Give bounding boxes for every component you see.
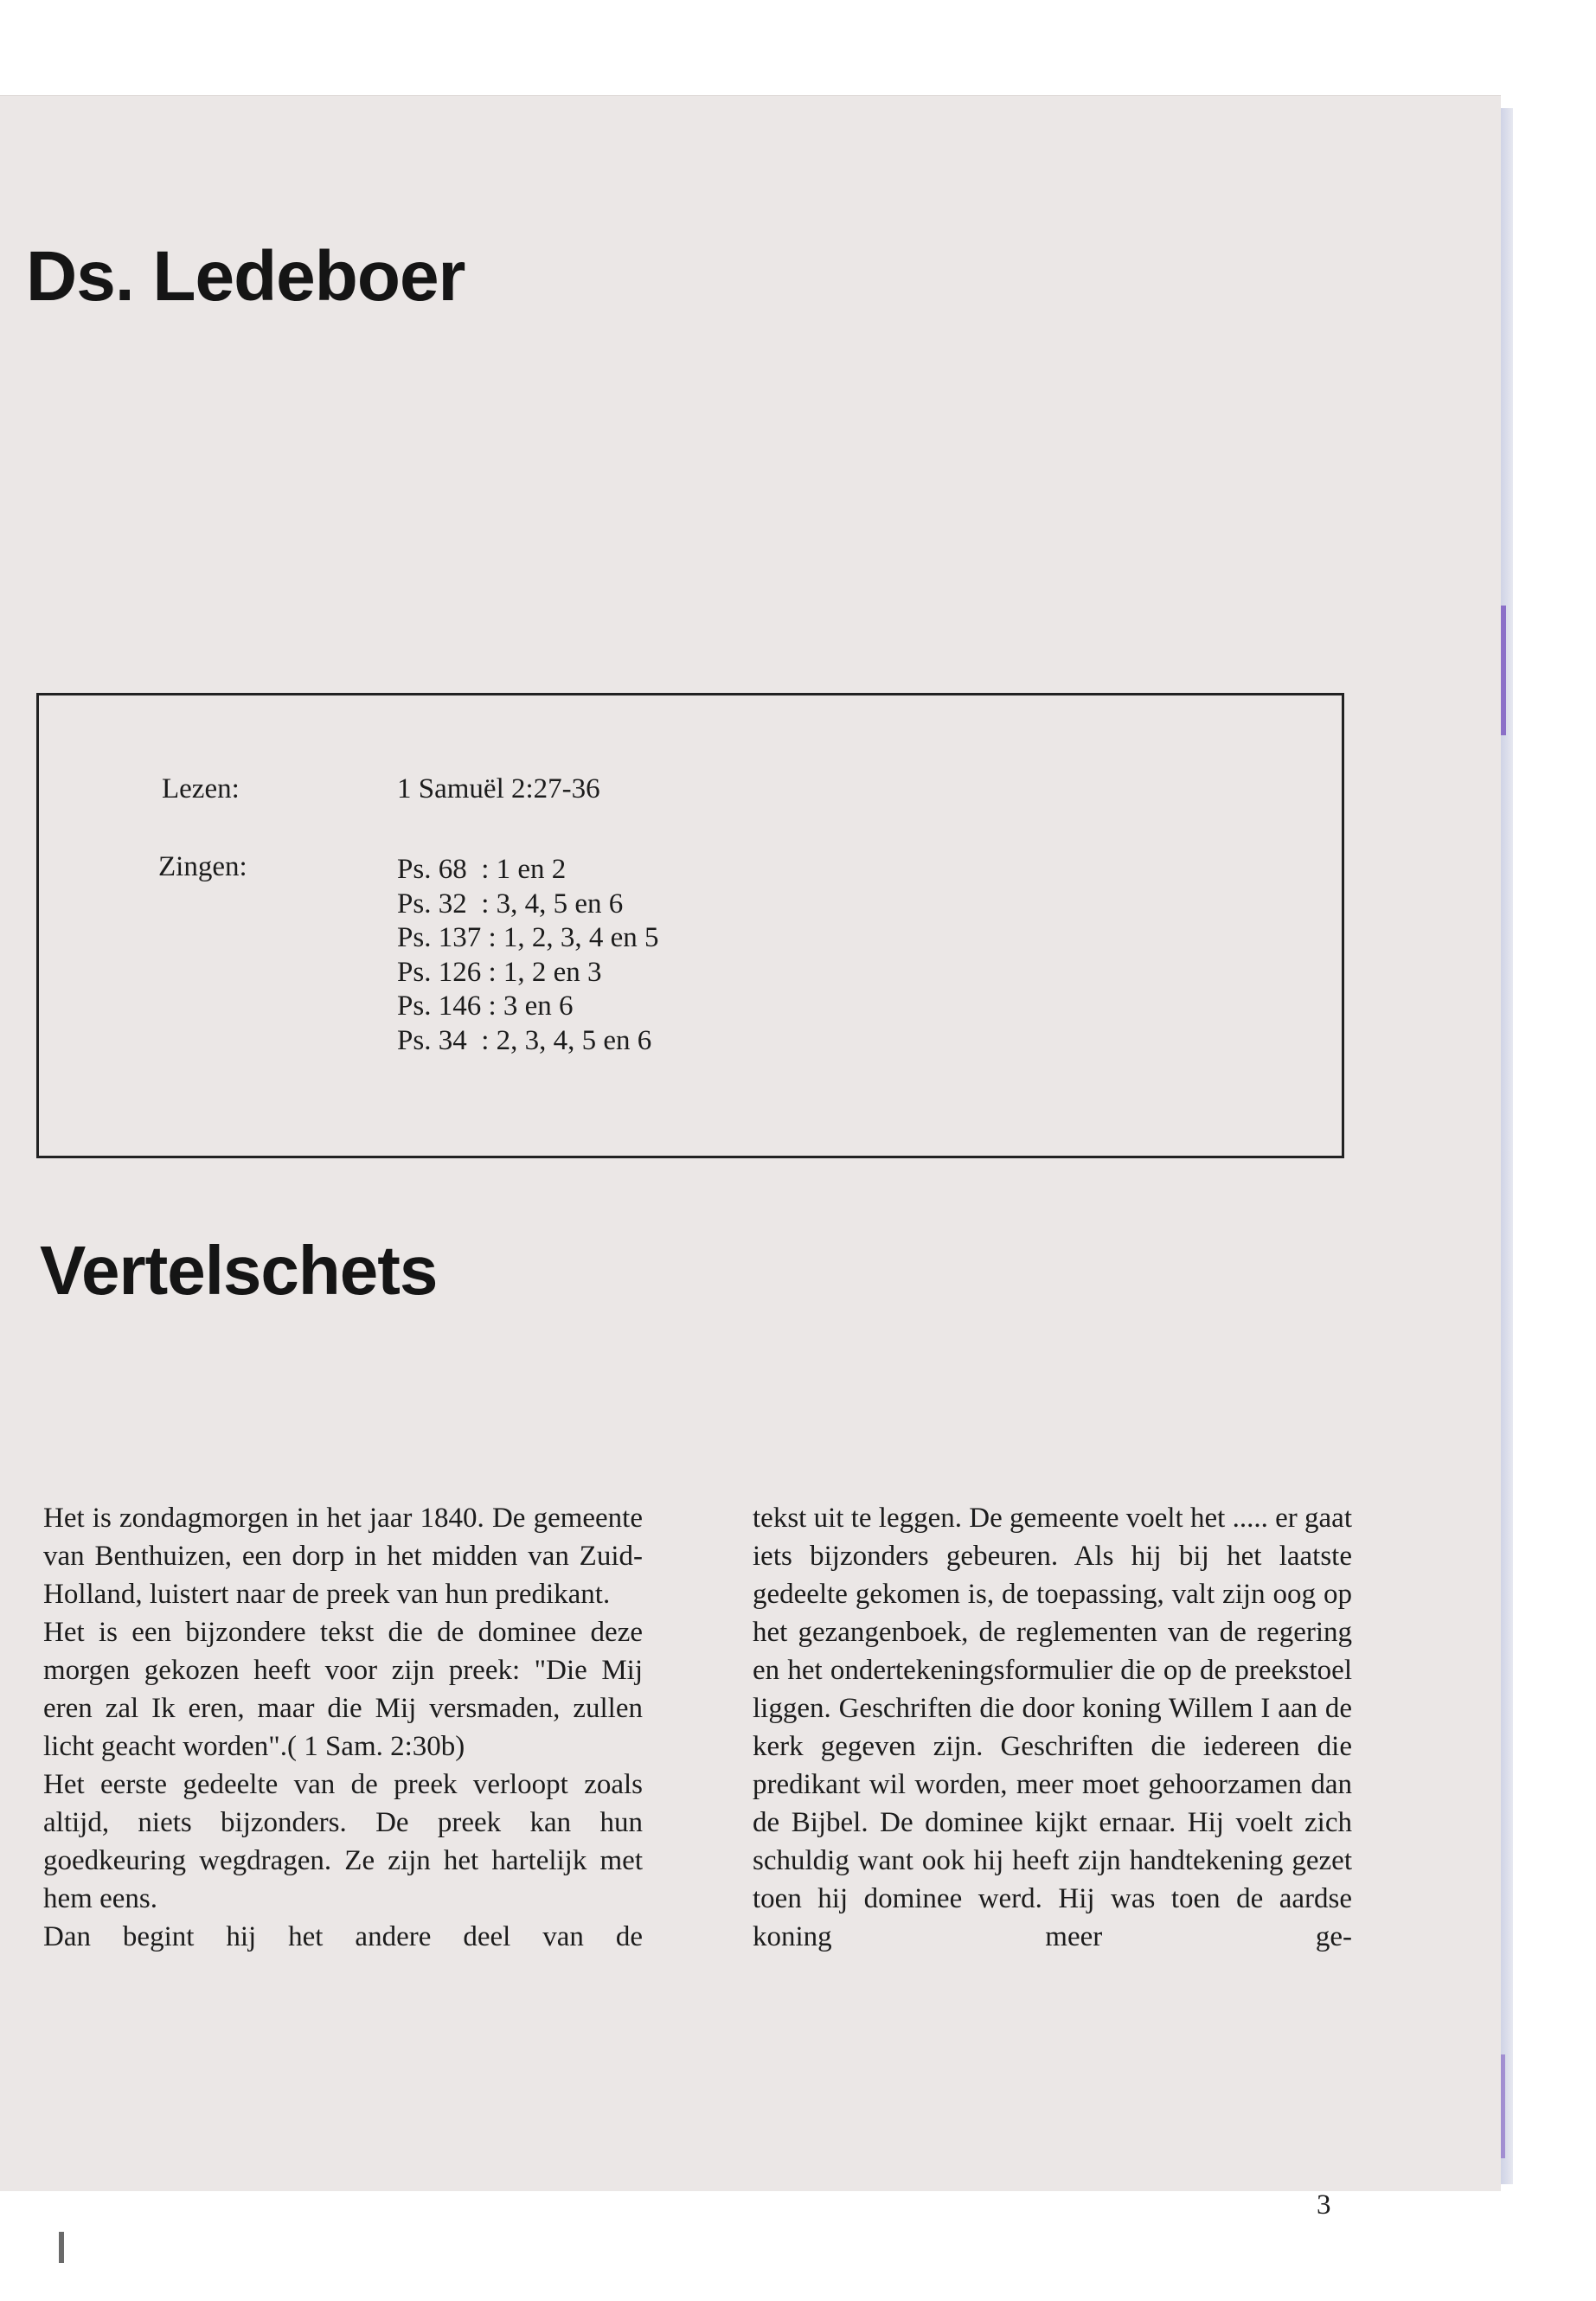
edge-mark <box>1501 606 1506 735</box>
article-column-left <box>43 1499 643 1956</box>
reading-text: 1 Samuël 2:27-36 <box>397 773 600 804</box>
psalm-item: Ps. 137 : 1, 2, 3, 4 en 5 <box>397 922 659 953</box>
section-title: Vertelschets <box>40 1232 438 1309</box>
psalm-item: Ps. 34 : 2, 3, 4, 5 en 6 <box>397 1024 652 1056</box>
psalm-item: Ps. 32 : 3, 4, 5 en 6 <box>397 888 624 920</box>
page-number: 3 <box>1317 2189 1331 2221</box>
singing-label: Zingen: <box>158 851 247 882</box>
article-paragraph: Het is een bijzondere tekst die de dominee deze morgen gekozen heeft voor zijn preek: "Die Mij eren zal Ik eren, maar die Mij versmaden, zullen licht geacht worden".( 1 Sam. 2:30b) <box>43 1617 643 1762</box>
page-heading: Ds. Ledeboer <box>26 237 465 316</box>
magazine-page <box>0 95 1501 2221</box>
psalm-item: Ps. 68 : 1 en 2 <box>397 854 567 885</box>
article-column-right <box>753 1499 1352 1956</box>
psalm-item: Ps. 146 : 3 en 6 <box>397 990 574 1022</box>
scan-mark <box>59 2232 64 2263</box>
article-paragraph: Het is zondagmorgen in het jaar 1840. De gemeente van Benthuizen, een dorp in het midden van Zuid-Holland, luistert naar de preek van hun predikant. <box>43 1503 643 1610</box>
article-paragraph: Dan begint hij het andere deel van de <box>43 1921 643 1952</box>
psalm-item: Ps. 126 : 1, 2 en 3 <box>397 956 602 988</box>
article-paragraph: tekst uit te leggen. De gemeente voelt het ..... er gaat iets bijzonders gebeuren. Als hij bij het laatste gedeelte gekomen is, de toepassing, valt zijn oog op het gezangenboek, de reglementen van de regering en het ondertekeningsformulier die op de preekstoel liggen. Geschriften die door koning Willem I aan de kerk gegeven zijn. Geschriften die iedereen die predikant wil worden, meer moet gehoorzamen dan de Bijbel. De dominee kijkt ernaar. Hij voelt zich schuldig want ook hij heeft zijn handtekening gezet toen hij dominee werd. Hij was toen de aardse koning meer ge- <box>753 1503 1352 1952</box>
reading-label: Lezen: <box>162 773 240 804</box>
edge-mark <box>1501 2054 1505 2158</box>
page-edge <box>1501 108 1513 2184</box>
article-paragraph: Het eerste gedeelte van de preek verloopt zoals altijd, niets bijzonders. De preek kan hun goedkeuring wegdragen. Ze zijn het hartelijk met hem eens. <box>43 1769 643 1914</box>
psalm-list <box>397 853 659 1058</box>
reading-singing-box <box>36 693 1344 1158</box>
